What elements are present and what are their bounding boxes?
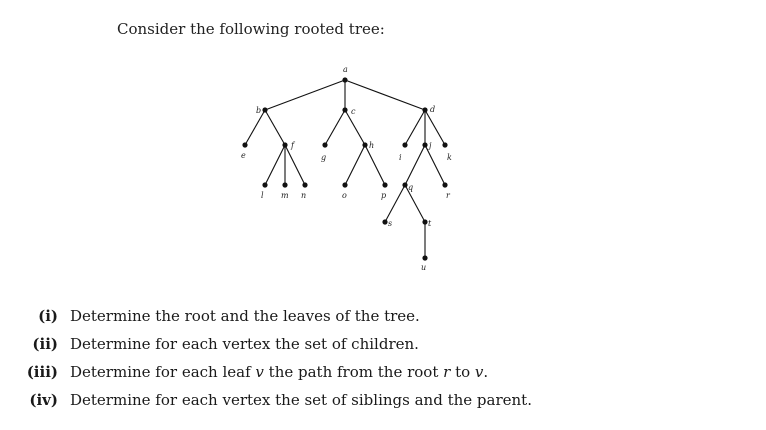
- tree-vertex-label-d: d: [430, 105, 436, 114]
- tree-edge-d-i: [405, 110, 425, 145]
- question-text: [70, 361, 488, 383]
- tree-vertex-label-r: r: [446, 191, 450, 200]
- math-variable: v: [255, 363, 264, 381]
- question-number: (iii): [26, 363, 58, 381]
- tree-vertex-label-e: e: [241, 151, 246, 160]
- tree-vertex-g: [322, 142, 327, 147]
- tree-vertex-p: [382, 182, 387, 187]
- question-text: Determine for each vertex the set of siblings and the parent.: [70, 391, 532, 409]
- tree-edge-h-p: [365, 145, 385, 185]
- tree-vertex-n: [302, 182, 307, 187]
- tree-vertex-label-o: o: [342, 191, 347, 200]
- tree-vertex-label-s: s: [388, 219, 393, 228]
- tree-vertex-q: [402, 182, 407, 187]
- question-number: (ii): [32, 335, 58, 353]
- tree-vertex-label-p: p: [381, 191, 387, 200]
- question-text: Determine the root and the leaves of the tree.: [70, 307, 420, 325]
- question-number: (iv): [29, 391, 58, 409]
- tree-vertex-label-h: h: [369, 141, 375, 150]
- tree-vertex-e: [242, 142, 247, 147]
- tree-edge-d-k: [425, 110, 445, 145]
- tree-vertex-j: [422, 142, 427, 147]
- tree-vertex-r: [442, 182, 447, 187]
- intro-text: Consider the following rooted tree:: [117, 20, 385, 38]
- tree-vertex-b: [262, 107, 267, 112]
- tree-vertex-label-j: j: [429, 141, 432, 150]
- tree-vertex-label-i: i: [399, 153, 402, 162]
- tree-edge-a-b: [265, 80, 345, 110]
- tree-edge-f-n: [285, 145, 305, 185]
- question-text: Determine for each vertex the set of children.: [70, 335, 419, 353]
- tree-edge-j-r: [425, 145, 445, 185]
- tree-vertex-k: [442, 142, 447, 147]
- tree-edge-q-s: [385, 185, 405, 222]
- tree-vertex-label-u: u: [421, 263, 427, 272]
- question-number: (i): [38, 307, 58, 325]
- question-text-part: .: [483, 363, 489, 381]
- tree-vertex-a: [342, 77, 347, 82]
- tree-edge-f-l: [265, 145, 285, 185]
- tree-vertex-label-k: k: [447, 153, 452, 162]
- tree-vertex-label-b: b: [256, 106, 262, 115]
- tree-vertex-label-l: l: [261, 191, 264, 200]
- tree-edge-c-g: [325, 110, 345, 145]
- question-text-part: Determine for each leaf: [70, 363, 256, 381]
- tree-vertex-label-g: g: [321, 153, 327, 162]
- tree-vertex-label-c: c: [351, 107, 356, 116]
- tree-edge-j-q: [405, 145, 425, 185]
- tree-edge-b-e: [245, 110, 265, 145]
- tree-vertex-m: [282, 182, 287, 187]
- tree-vertex-label-m: m: [281, 191, 289, 200]
- tree-vertex-u: [422, 255, 427, 260]
- tree-edge-a-d: [345, 80, 425, 110]
- tree-edge-b-f: [265, 110, 285, 145]
- math-variable: r: [443, 363, 451, 381]
- tree-vertex-label-a: a: [343, 65, 348, 74]
- tree-vertex-d: [422, 107, 427, 112]
- tree-vertex-i: [402, 142, 407, 147]
- tree-vertex-c: [342, 107, 347, 112]
- tree-vertex-h: [362, 142, 367, 147]
- tree-vertex-l: [262, 182, 267, 187]
- tree-vertex-f: [282, 142, 287, 147]
- tree-vertex-label-f: f: [291, 141, 294, 150]
- tree-vertex-o: [342, 182, 347, 187]
- question-text-part: to: [450, 363, 475, 381]
- tree-vertex-t: [422, 219, 427, 224]
- tree-vertex-label-q: q: [408, 183, 414, 192]
- question-text-part: the path from the root: [263, 363, 444, 381]
- tree-vertex-label-n: n: [301, 191, 307, 200]
- tree-vertex-label-t: t: [428, 219, 432, 228]
- tree-vertex-s: [382, 219, 387, 224]
- math-variable: v: [474, 363, 484, 381]
- tree-edge-h-o: [345, 145, 365, 185]
